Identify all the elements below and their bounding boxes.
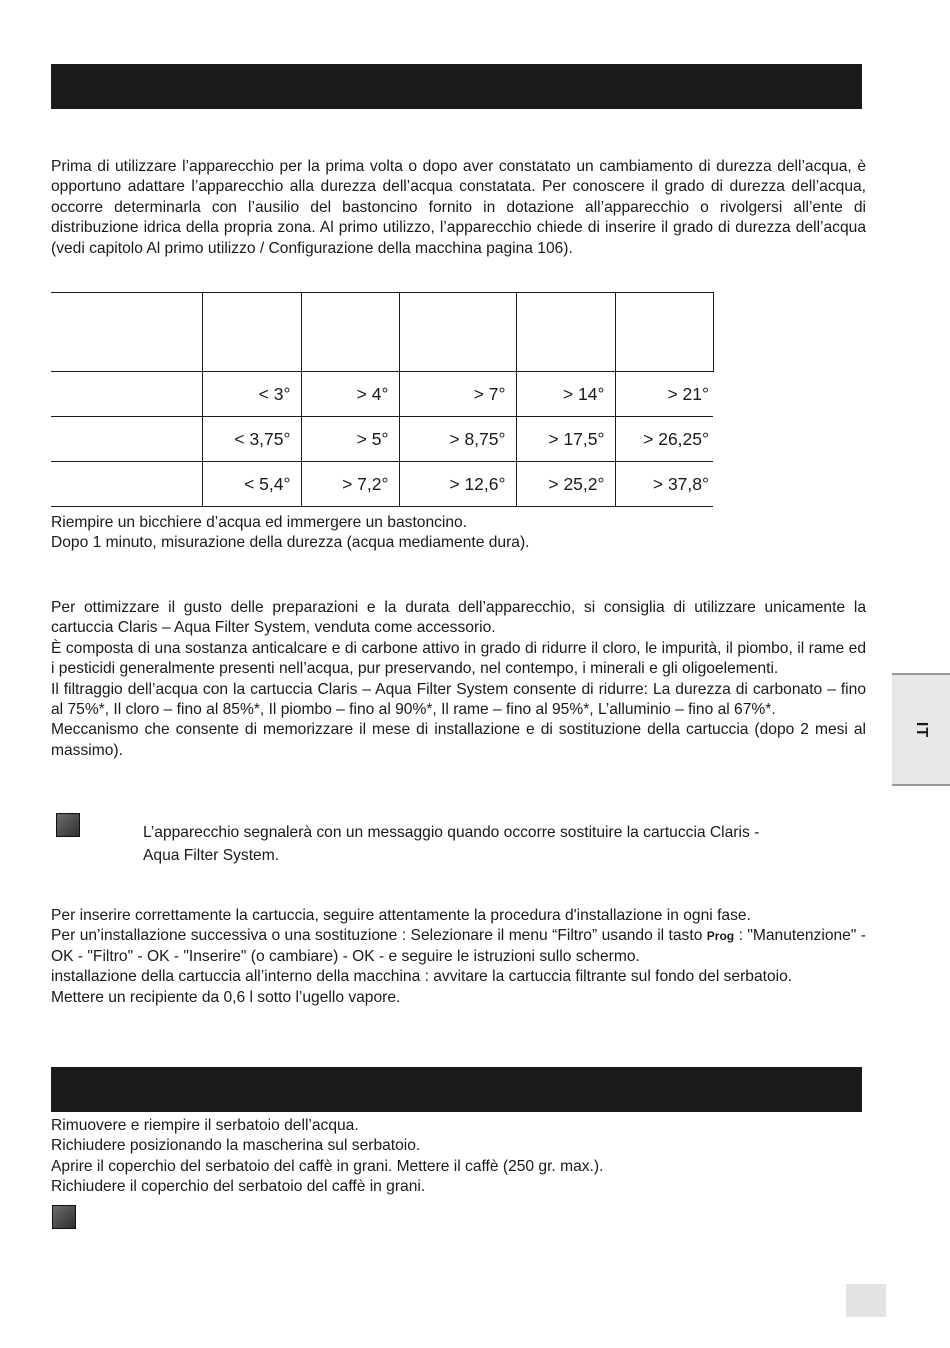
table-cell: < 5,4° bbox=[202, 462, 301, 507]
filter-paragraph: Per ottimizzare il gusto delle preparazioni e la durata dell’apparecchio, si consiglia di utilizzare unicamente la cartuccia Claris – Aqua Filter System, venduta come accessorio. bbox=[51, 599, 866, 637]
table-cell: > 21° bbox=[615, 372, 713, 417]
section-header-bar bbox=[51, 64, 862, 109]
note-icon bbox=[56, 813, 80, 837]
filter-paragraph: È composta di una sostanza anticalcare e di carbone attivo in grado di ridurre il cloro, le impurità, il piombo, il rame ed i pesticidi generalmente presenti nell’acqua, pur preservando, nel contempo, i minerali e gli oligoelementi. bbox=[51, 639, 866, 678]
table-header-row bbox=[51, 293, 713, 372]
intro-paragraph: Prima di utilizzare l’apparecchio per la prima volta o dopo aver constatato un cambiamento di durezza dell’acqua, è opportuno adattare l’apparecchio alla durezza dell’acqua constatata. Per conoscere il grado di durezza dell’acqua, occorre determinarla con l’ausilio del bastoncino fornito in dotazione all’apparecchio o rivolgersi all’ente di distribuzione idrica della propria zona. Al primo utilizzo, l’apparecchio chiede di inserire il grado di durezza dell’acqua (vedi capitolo Al primo utilizzo / Configurazione della macchina pagina 106). bbox=[51, 158, 866, 257]
section-header-bar bbox=[51, 1067, 862, 1112]
table-cell: > 4° bbox=[301, 372, 399, 417]
table-cell: > 26,25° bbox=[615, 417, 713, 462]
filter-paragraph: Il filtraggio dell’acqua con la cartuccia Claris – Aqua Filter System consente di ridurre: La durezza di carbonato – fino al 75%*, Il cloro – fino al 85%*, Il piombo – fino al 90%*, Il rame – fino al 95%*, L’alluminio – fino al 67%*. bbox=[51, 680, 866, 719]
table-row bbox=[51, 462, 713, 507]
filter-paragraph: Meccanismo che consente di memorizzare il mese di installazione e di sostituzione della cartuccia (dopo 2 mesi al massimo). bbox=[51, 721, 866, 759]
table-cell: > 8,75° bbox=[399, 417, 516, 462]
table-cell: < 3,75° bbox=[202, 417, 301, 462]
table-cell: > 5° bbox=[301, 417, 399, 462]
test-instructions: Riempire un bicchiere d’acqua ed immergere un bastoncino. Dopo 1 minuto, misurazione della durezza (acqua mediamente dura). bbox=[51, 514, 530, 552]
table-cell: > 12,6° bbox=[399, 462, 516, 507]
note-icon bbox=[52, 1205, 76, 1229]
note-text: L’apparecchio segnalerà con un messaggio quando occorre sostituire la cartuccia Claris - Aqua Filter System. bbox=[143, 824, 760, 864]
fill-section: Rimuovere e riempire il serbatoio dell’acqua. Richiudere posizionando la mascherina sul serbatoio. Aprire il coperchio del serbatoio del caffè in grani. Mettere il caffè (250 gr. max.). Richiudere il coperchio del serbatoio del caffè in grani. bbox=[51, 1117, 604, 1196]
table-cell: > 7° bbox=[399, 372, 516, 417]
table-row bbox=[51, 417, 713, 462]
filter-section bbox=[51, 598, 866, 761]
table-cell: > 37,8° bbox=[615, 462, 713, 507]
water-hardness-table bbox=[51, 292, 714, 507]
table-cell: < 3° bbox=[202, 372, 301, 417]
install-section: Per inserire correttamente la cartuccia, seguire attentamente la procedura d'installazione in ogni fase. Per un’installazione successiva o una sostituzione : Selezionare il menu “Filtro” usando il tasto Prog : "Manutenzione" - OK - "Filtro" - OK - "Inserire" (o cambiare) - OK - e seguire le istruzioni sullo schermo. installazione della cartuccia all’interno della macchina : avvitare la cartuccia filtrante sul fondo del serbatoio. Mettere un recipiente da 0,6 l sotto l’ugello vapore. bbox=[51, 907, 866, 1006]
language-tab: IT bbox=[892, 673, 950, 786]
prog-key: Prog bbox=[706, 929, 735, 944]
page-number-box bbox=[846, 1284, 886, 1317]
table-cell: > 25,2° bbox=[516, 462, 615, 507]
table-cell: > 14° bbox=[516, 372, 615, 417]
table-cell: > 17,5° bbox=[516, 417, 615, 462]
table-cell: > 7,2° bbox=[301, 462, 399, 507]
table-row bbox=[51, 372, 713, 417]
